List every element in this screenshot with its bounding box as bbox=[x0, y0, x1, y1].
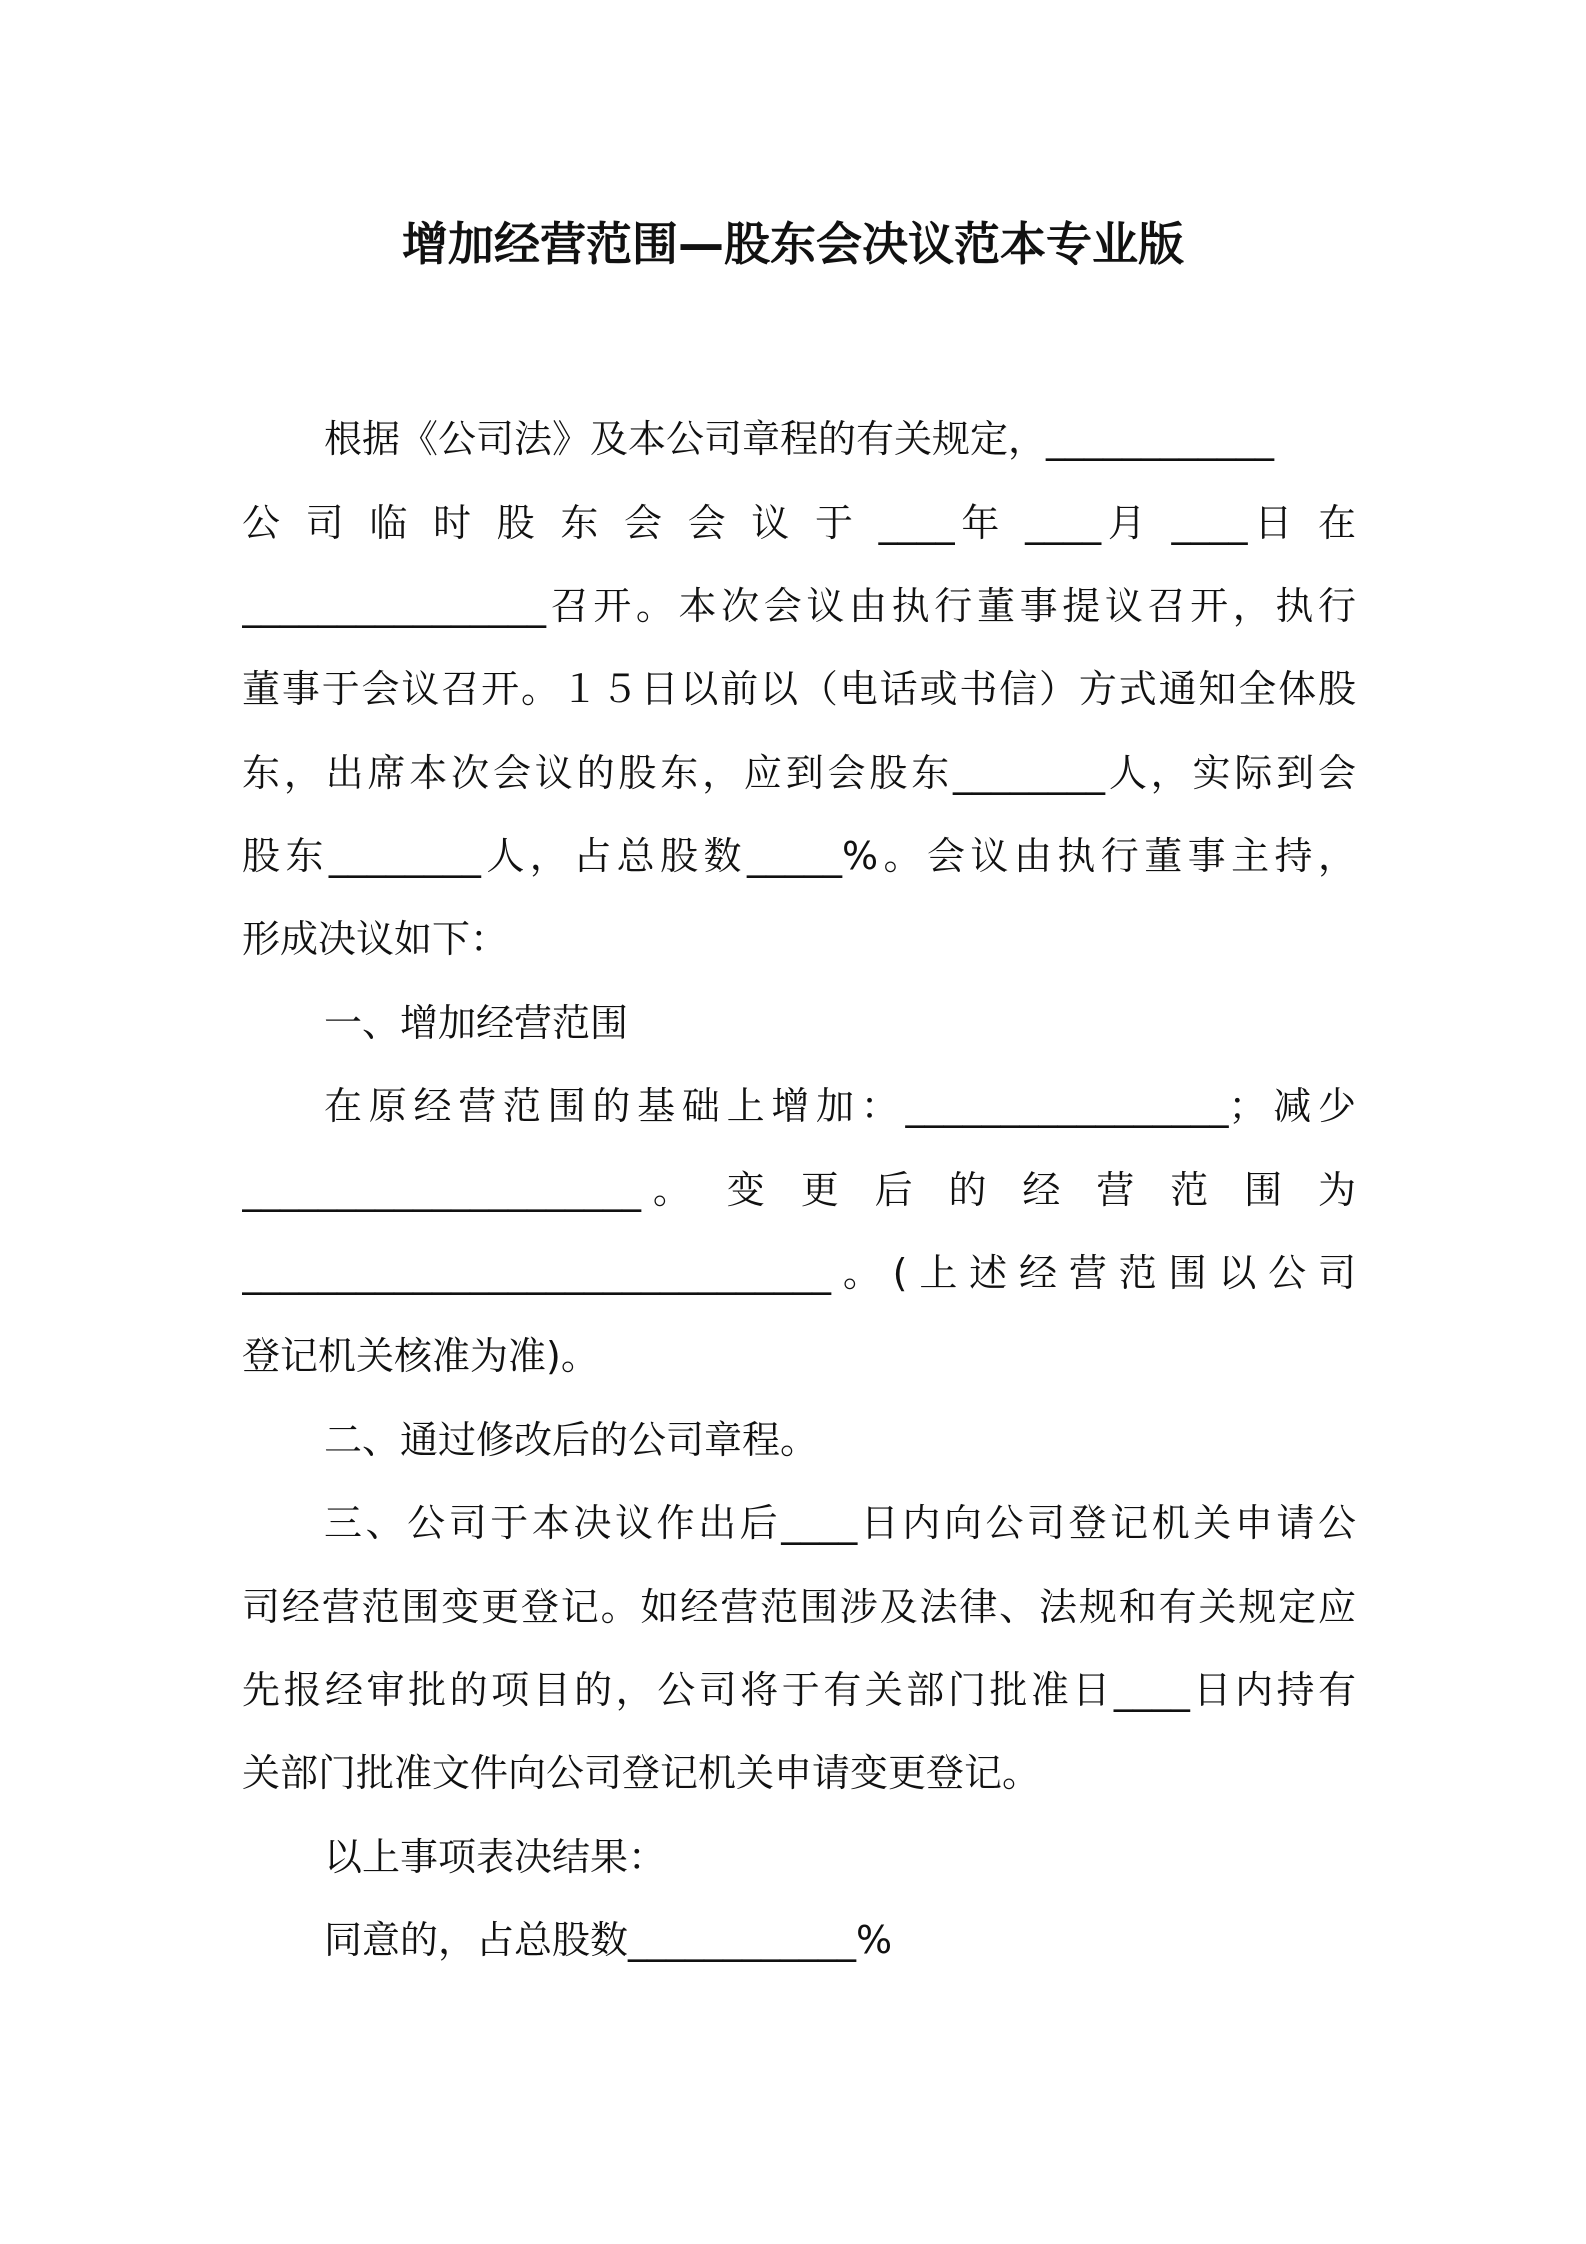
section-3-line-1: 三、公司于本决议作出后____日内向公司登记机关申请公 bbox=[324, 1501, 1356, 1545]
vote-agree-line: 同意的，占总股数____________% bbox=[324, 1918, 893, 1962]
section-3-line-2: 司经营范围变更登记。如经营范围涉及法律、法规和有关规定应 bbox=[242, 1585, 1356, 1629]
paragraph-line-3: ________________召开。本次会议由执行董事提议召开，执行 bbox=[242, 584, 1356, 628]
paragraph-line-5: 东，出席本次会议的股东，应到会股东________人，实际到会 bbox=[242, 751, 1356, 795]
section-heading-2: 二、通过修改后的公司章程。 bbox=[324, 1418, 819, 1462]
paragraph-line-4: 董事于会议召开。１５日以前以（电话或书信）方式通知全体股 bbox=[242, 667, 1356, 711]
paragraph-line-1: 根据《公司法》及本公司章程的有关规定，____________ bbox=[324, 417, 1275, 461]
scope-line-3: _______________________________。(上述经营范围以公司 bbox=[242, 1251, 1356, 1295]
section-3-line-4: 关部门批准文件向公司登记机关申请变更登记。 bbox=[242, 1751, 1041, 1795]
section-heading-1: 一、增加经营范围 bbox=[324, 1001, 629, 1045]
paragraph-line-2: 公 司 临 时 股 东 会 会 议 于 ____年 ____月 ____日 在 bbox=[242, 501, 1356, 545]
section-3-line-3: 先报经审批的项目的，公司将于有关部门批准日____日内持有 bbox=[242, 1668, 1356, 1712]
vote-result-heading: 以上事项表决结果： bbox=[324, 1835, 667, 1879]
scope-line-4: 登记机关核准为准)。 bbox=[242, 1334, 599, 1378]
scope-line-2: _____________________。 变 更 后 的 经 营 范 围 为 bbox=[242, 1168, 1356, 1212]
paragraph-line-7: 形成决议如下： bbox=[242, 917, 509, 961]
document-title: 增加经营范围—股东会决议范本专业版 bbox=[402, 217, 1184, 271]
paragraph-line-6: 股东________人，占总股数_____%。会议由执行董事主持， bbox=[242, 834, 1356, 878]
scope-line-1: 在原经营范围的基础上增加：_________________；减少 bbox=[324, 1084, 1356, 1128]
